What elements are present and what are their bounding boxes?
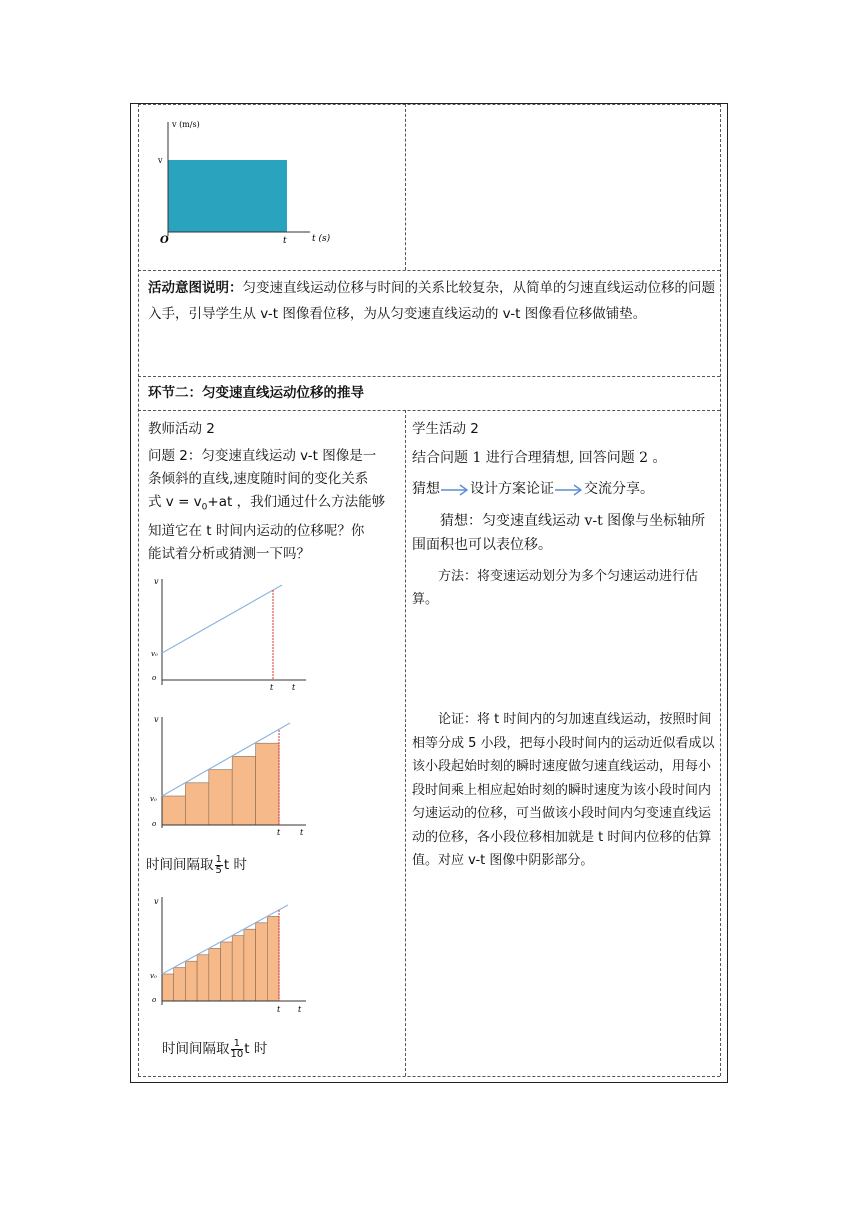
step-bar: [174, 968, 186, 1001]
arrow-right-icon: [554, 484, 584, 496]
t-axis-label: t: [300, 828, 304, 837]
step-bar: [221, 942, 233, 1001]
col-divider-top: [405, 104, 406, 270]
student-heading: 学生活动 2: [412, 421, 479, 437]
v-axis-label: v: [154, 715, 159, 724]
step-bar: [162, 974, 174, 1001]
origin-label: o: [152, 674, 157, 682]
col-right-border: [720, 104, 721, 1076]
intent-paragraph: [148, 275, 716, 327]
col-left-border: [138, 104, 139, 1076]
col-divider-main: [405, 410, 406, 1076]
t-label: t: [270, 683, 274, 692]
caption-suffix: t 时: [244, 1041, 268, 1057]
fraction-numerator: 1: [215, 853, 222, 865]
fraction-denominator: 10: [230, 1048, 244, 1060]
student-line-1: 结合问题 1 进行合理猜想, 回答问题 2 。: [412, 450, 667, 466]
student-proof: 论证：将 t 时间内的匀加速直线运动，按照时间相等分成 5 小段，把每小段时间内的运动近似看成以该小段起始时刻的瞬时速度做匀速直线运动，用每小段时间乘上相应起始时刻的瞬时速度为该小段时间内匀速运动的位移，可当做该小段时间内匀变速直线运动的位移，各小段位移相加就是 t 时间内位移的估算值。对应 v-t 图像中阴影部分。: [412, 712, 715, 868]
question-line-1: 问题 2：匀变速直线运动 v-t 图像是一: [148, 448, 377, 464]
formula-part-b: +at ，我们通过什么方法能够: [207, 494, 386, 510]
origin-label: o: [152, 996, 157, 1004]
step-bar: [209, 948, 221, 1001]
step-bar: [267, 916, 279, 1001]
row-bottom-border: [138, 1076, 720, 1077]
caption-prefix: 时间间隔取: [162, 1041, 230, 1057]
step-bars-10: [162, 916, 279, 1001]
row-divider-3: [138, 410, 720, 411]
question-line-2: 条倾斜的直线,速度随时间的变化关系: [148, 471, 369, 487]
t-label: t: [277, 828, 281, 837]
v-axis-label: v: [154, 897, 159, 906]
student-flow: [412, 478, 716, 501]
x-axis-label: t (s): [312, 234, 331, 244]
step-bar: [256, 923, 268, 1001]
caption-suffix: t 时: [223, 857, 247, 873]
step-bar: [232, 936, 244, 1001]
origin-label: o: [152, 820, 157, 828]
step-bars-5: [162, 743, 279, 825]
step-bar: [162, 796, 185, 825]
arrow-right-icon: [440, 484, 470, 496]
y-axis-label: v (m/s): [172, 120, 200, 129]
step-bar: [209, 770, 232, 825]
teacher-question: [148, 445, 400, 566]
t-label: t: [283, 236, 287, 246]
flow-step-share: 交流分享。: [584, 481, 654, 497]
intent-label: 活动意图说明：: [148, 280, 243, 296]
t-axis-label: t: [298, 1005, 302, 1014]
fraction-one-tenth: [231, 1039, 244, 1060]
v0-label: v₀: [150, 795, 157, 803]
origin-label: O: [160, 235, 169, 246]
student-method: 方法：将变速运动划分为多个匀速运动进行估算。: [412, 569, 699, 607]
formula-part-a: 式 v = v: [148, 494, 202, 510]
row-top-border: [138, 104, 720, 105]
formula-subscript: 0: [201, 502, 208, 513]
v0-label: v₀: [151, 650, 158, 658]
intent-text: 匀变速直线运动位移与时间的关系比较复杂，从简单的匀速直线运动位移的问题入手，引导学生从 v-t 图像看位移，为从匀变速直线运动的 v-t 图像看位移做铺垫。: [148, 280, 715, 322]
t-label: t: [277, 1005, 281, 1014]
step-vt-chart-10: [148, 893, 313, 1018]
v-label: v: [158, 156, 163, 165]
displacement-area-rect: [168, 160, 287, 232]
section-title: 环节二：匀变速直线运动位移的推导: [148, 385, 364, 401]
fraction-numerator: 1: [231, 1039, 244, 1050]
question-line-3: [148, 491, 400, 520]
flow-step-guess: 猜想: [412, 481, 440, 497]
step-bar: [185, 783, 208, 825]
student-guess: 猜想：匀变速直线运动 v-t 图像与坐标轴所围面积也可以表位移。: [412, 513, 706, 553]
caption-prefix: 时间间隔取: [146, 857, 214, 873]
caption-fifth-interval: [146, 854, 247, 877]
linear-vt-chart: [148, 575, 313, 697]
velocity-line: [162, 585, 282, 653]
teacher-heading: 教师活动 2: [148, 421, 215, 437]
step-bar: [256, 743, 279, 825]
row-divider-2: [138, 376, 720, 377]
row-divider-1: [138, 270, 720, 271]
step-bar: [185, 961, 197, 1001]
step-bar: [197, 955, 209, 1001]
flow-step-design: 设计方案论证: [470, 481, 554, 497]
question-line-4: 知道它在 t 时间内运动的位移呢？你: [148, 522, 365, 539]
fraction-denominator: 5: [215, 864, 222, 876]
caption-tenth-interval: [162, 1038, 267, 1061]
t-axis-label: t: [292, 683, 296, 692]
step-bar: [232, 756, 255, 825]
step-bar: [244, 929, 256, 1001]
uniform-vt-chart: [150, 112, 365, 252]
v-axis-label: v: [154, 577, 159, 586]
fraction-one-fifth: [215, 855, 223, 876]
step-vt-chart-5: [148, 713, 313, 838]
v0-label: v₀: [150, 972, 157, 980]
question-line-5: 能试着分析或猜测一下吗？: [148, 545, 310, 562]
